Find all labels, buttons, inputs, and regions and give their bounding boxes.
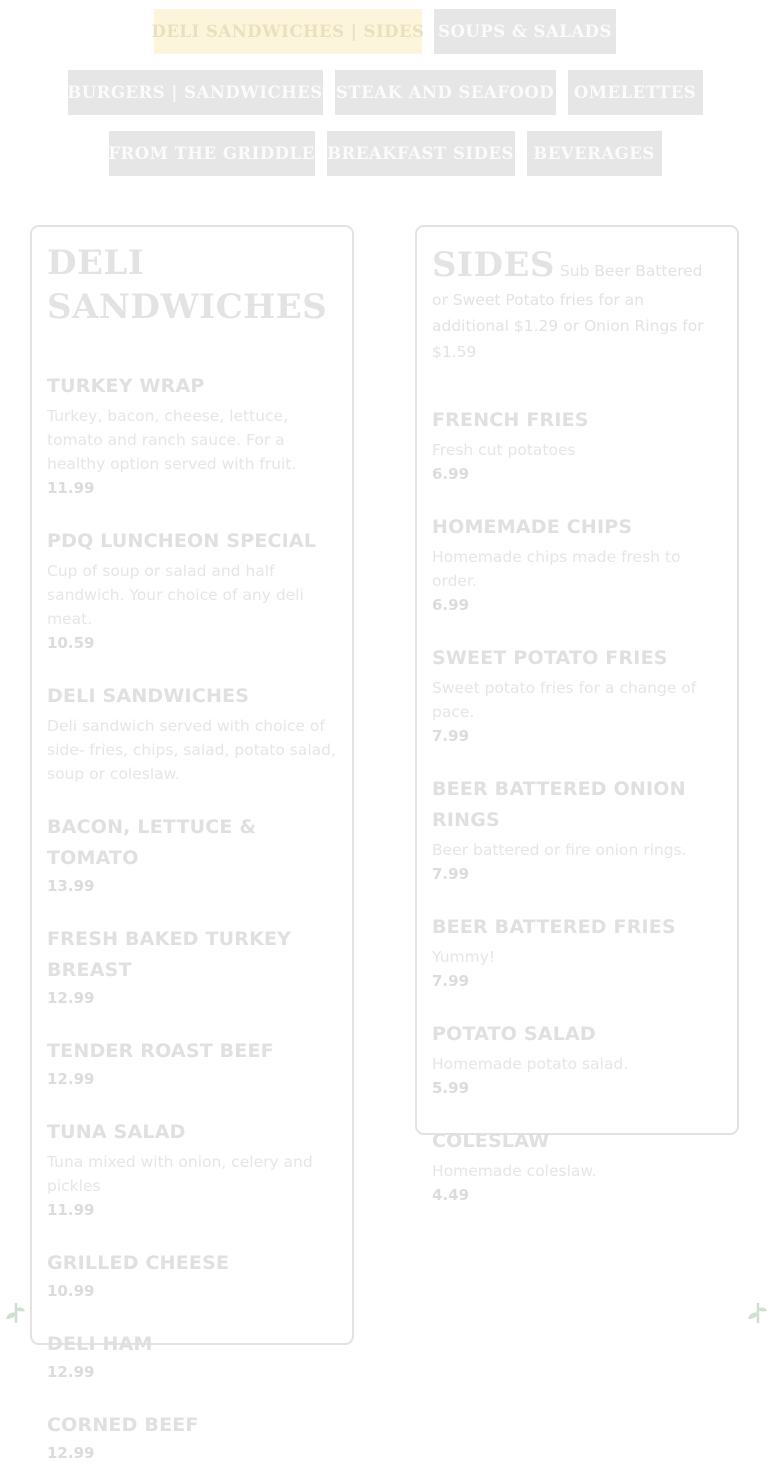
menu-item-name: COLESLAW — [432, 1130, 550, 1152]
sides-card — [415, 225, 739, 1204]
menu-item-description: Turkey, bacon, cheese, lettuce, tomato and ranch sauce. For a healthy option served with fruit. — [47, 407, 297, 473]
tab-beverages[interactable]: BEVERAGES — [527, 131, 662, 176]
menu-item-price: 12.99 — [47, 1070, 95, 1088]
menu-item — [47, 1329, 337, 1384]
menu-item — [432, 1019, 722, 1100]
menu-item-description: Yummy! — [432, 948, 496, 966]
menu-item-name: CORNED BEEF — [47, 1414, 199, 1436]
menu-item — [47, 371, 337, 500]
menu-item-name: TURKEY WRAP — [47, 375, 205, 397]
menu-item-description: Tuna mixed with onion, celery and pickles — [47, 1153, 313, 1195]
menu-item — [432, 1126, 722, 1207]
tab-row-2 — [0, 70, 770, 115]
menu-item-price: 12.99 — [47, 989, 95, 1007]
sides-note: Sub Beer Battered or Sweet Potato fries for an additional $1.29 or Onion Rings for $1.59 — [432, 262, 704, 361]
tab-deli-sandwiches-sides[interactable]: DELI SANDWICHES | SIDES — [154, 9, 422, 54]
menu-item-name: POTATO SALAD — [432, 1023, 596, 1045]
menu-item-price: 12.99 — [47, 1363, 95, 1381]
menu-item-name: DELI HAM — [47, 1333, 153, 1355]
tab-from-the-griddle[interactable]: FROM THE GRIDDLE — [109, 131, 315, 176]
menu-item-description: Sweet potato fries for a change of pace. — [432, 679, 697, 721]
menu-item — [47, 812, 337, 898]
menu-item — [432, 405, 722, 486]
sides-header — [432, 243, 722, 365]
menu-item-price: 13.99 — [47, 877, 95, 895]
menu-item-price: 10.99 — [47, 1282, 95, 1300]
menu-item-name: HOMEMADE CHIPS — [432, 516, 633, 538]
menu-item-price: 7.99 — [432, 727, 470, 745]
menu-item-name: DELI SANDWICHES — [47, 685, 250, 707]
menu-item-name: BEER BATTERED FRIES — [432, 916, 676, 938]
deli-sandwiches-card — [30, 225, 354, 1462]
menu-item-description: Homemade coleslaw. — [432, 1162, 597, 1180]
deli-menu-list — [47, 371, 337, 1465]
tab-omelettes[interactable]: OMELETTES — [568, 70, 703, 115]
menu-item — [47, 1117, 337, 1222]
menu-item — [47, 924, 337, 1010]
menu-item-description: Fresh cut potatoes — [432, 441, 576, 459]
menu-item — [47, 1410, 337, 1465]
leaf-icon-right — [746, 1297, 768, 1323]
menu-item-name: PDQ LUNCHEON SPECIAL — [47, 530, 317, 552]
tab-burgers-sandwiches[interactable]: BURGERS | SANDWICHES — [68, 70, 323, 115]
menu-item-description: Cup of soup or salad and half sandwich. Your choice of any deli meat. — [47, 562, 304, 628]
menu-item — [47, 1036, 337, 1091]
menu-item-name: BACON, LETTUCE & TOMATO — [47, 816, 257, 869]
menu-item-name: BEER BATTERED ONION RINGS — [432, 778, 686, 831]
menu-item — [47, 681, 337, 786]
menu-item-description: Homemade potato salad. — [432, 1055, 629, 1073]
menu-item-price: 5.99 — [432, 1079, 470, 1097]
menu-item-price: 11.99 — [47, 1201, 95, 1219]
menu-item-name: FRESH BAKED TURKEY BREAST — [47, 928, 292, 981]
leaf-icon-left — [4, 1297, 26, 1323]
menu-item-price: 11.99 — [47, 479, 95, 497]
menu-item — [432, 643, 722, 748]
menu-item-price: 10.59 — [47, 634, 95, 652]
menu-item-price: 6.99 — [432, 596, 470, 614]
menu-item-name: TUNA SALAD — [47, 1121, 186, 1143]
menu-item-price: 7.99 — [432, 865, 470, 883]
menu-item — [47, 526, 337, 655]
menu-item — [432, 774, 722, 886]
menu-item-price: 12.99 — [47, 1444, 95, 1462]
menu-item-price: 6.99 — [432, 465, 470, 483]
menu-item-price: 7.99 — [432, 972, 470, 990]
menu-item — [432, 912, 722, 993]
menu-item — [432, 512, 722, 617]
tab-steak-seafood[interactable]: STEAK AND SEAFOOD — [335, 70, 556, 115]
tab-soups-salads[interactable]: SOUPS & SALADS — [434, 9, 616, 54]
sides-title: SIDES — [432, 245, 555, 285]
tab-row-3 — [0, 131, 770, 176]
menu-item-price: 4.49 — [432, 1186, 470, 1204]
menu-item-name: SWEET POTATO FRIES — [432, 647, 668, 669]
deli-sandwiches-title: DELI SANDWICHES — [47, 243, 328, 327]
menu-item-name: GRILLED CHEESE — [47, 1252, 230, 1274]
sides-menu-list — [432, 405, 722, 1207]
menu-item-description: Beer battered or fire onion rings. — [432, 841, 687, 859]
tab-breakfast-sides[interactable]: BREAKFAST SIDES — [327, 131, 515, 176]
menu-item-name: FRENCH FRIES — [432, 409, 589, 431]
menu-item — [47, 1248, 337, 1303]
menu-item-description: Deli sandwich served with choice of side- fries, chips, salad, potato salad, soup or coleslaw. — [47, 717, 336, 783]
menu-item-name: TENDER ROAST BEEF — [47, 1040, 274, 1062]
menu-item-description: Homemade chips made fresh to order. — [432, 548, 681, 590]
tab-row-1 — [0, 9, 770, 54]
